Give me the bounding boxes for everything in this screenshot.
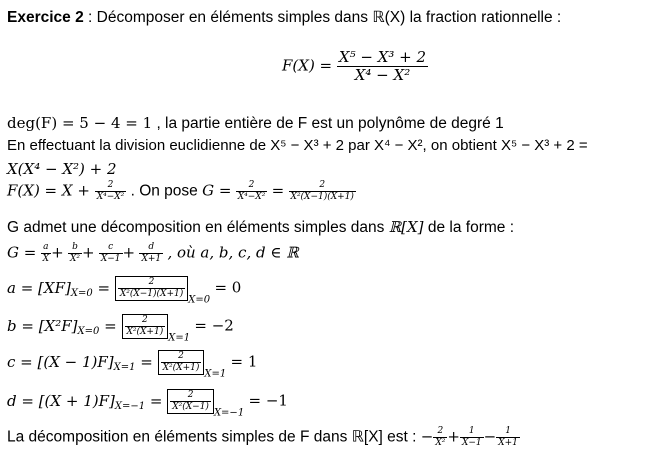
d-line: $d = [(X + 1)F]_{X=-1}$ = $\frac{2}{\text{X²(X−1)}}$ $_{X=-1}$ = −1 <box>7 390 288 419</box>
g-text-c: de la forme : <box>423 219 515 236</box>
fx-text: . On pose <box>130 182 198 200</box>
exercise-statement: : Décomposer en éléments simples dans ℝ(X) la fraction rationnelle : <box>83 9 562 26</box>
degree-line <box>7 114 504 133</box>
degree-math: deg(F) = 5 − 4 = 1 <box>7 114 153 132</box>
conclusion-text: La décomposition en éléments simples de F dans ℝ[X] est : <box>7 428 417 446</box>
main-fraction-numerator: X⁵ − X³ + 2 <box>338 48 427 66</box>
division-line-1: En effectuant la division euclidienne de X⁵ − X³ + 2 par X⁴ − X², on obtient X⁵ − X³ + 2 = <box>7 137 588 154</box>
conclusion-line: La décomposition en éléments simples de F dans ℝ[X] est : − $\frac{2}{\text{X²}}$ + $\frac{1}{X-1}$ − $\frac{1}{X+1}$ <box>7 426 518 448</box>
g-form-tail: , où a, b, c, d ∈ ℝ <box>167 243 299 262</box>
b-line: $b = [X^2F]_{X=0}$ = $\frac{2}{\text{X²(X+1)}}$ $_{X=1}$ = −2 <box>7 315 234 344</box>
g-text-a: G admet une décomposition en éléments simples dans <box>7 219 389 236</box>
c-line: $c = [(X - 1)F]_{X=1}$ = $\frac{2}{\text{X²(X+1)}}$ $_{X=1}$ = 1 <box>7 351 258 380</box>
fx-line: F(X) = X + $\frac{2}{\text{X⁴−X²}}$ . On pose G = $\frac{2}{\text{X⁴−X²}}$ = $\frac{2}{\text{X²(X−1)(X+1)}}$ <box>7 180 354 202</box>
d-value: = −1 <box>248 391 288 410</box>
exercise-title: Exercice 2 <box>7 9 84 26</box>
g-text-b: ℝ[X] <box>388 218 424 236</box>
g-decomposition-line <box>7 218 514 237</box>
main-fraction-lhs: F(X) = <box>282 56 337 75</box>
b-value: = −2 <box>194 316 234 335</box>
a-line: $a = [XF]_{X=0}$ = $\frac{2}{\text{X²(X−1)(X+1)}}$ $_{X=0}$ = 0 <box>7 277 242 306</box>
c-value: = 1 <box>230 352 258 371</box>
degree-text: , la partie entière de F est un polynôme de degré 1 <box>152 115 504 132</box>
g-form-line: G = $\frac{a}{X}$ + $\frac{b}{\text{X²}}$ + $\frac{c}{X-1}$ + $\frac{d}{X+1}$ , où a, b, c, d ∈ ℝ <box>7 242 299 264</box>
division-line-2: X(X⁴ − X²) + 2 <box>7 160 117 178</box>
a-value: = 0 <box>214 278 242 297</box>
main-fraction-denominator: X⁴ − X² <box>354 66 411 84</box>
exercise-heading <box>7 9 561 27</box>
main-fraction <box>282 50 428 83</box>
